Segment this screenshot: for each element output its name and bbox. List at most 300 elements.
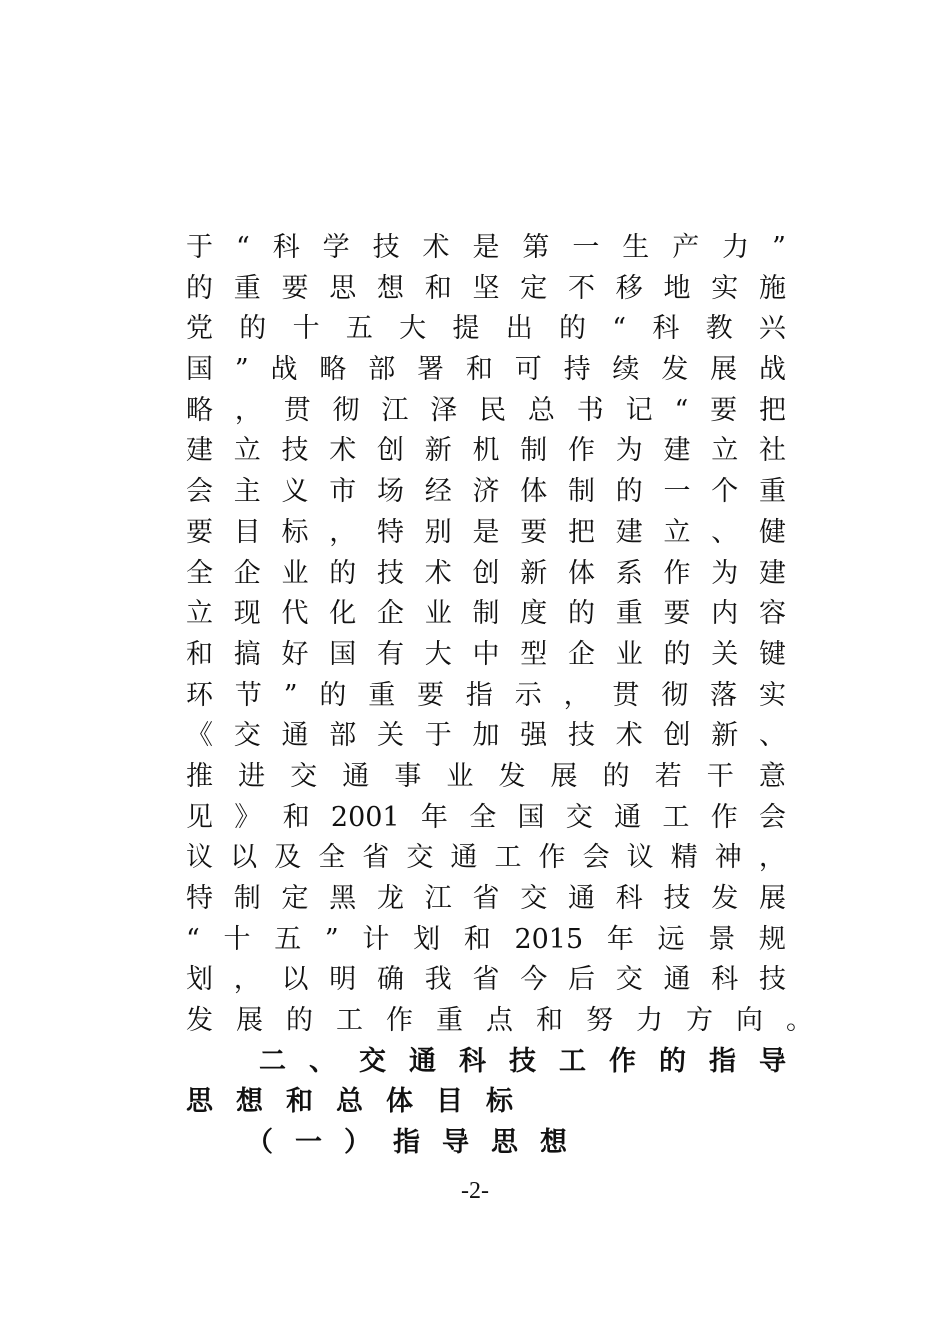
text-char: 》 bbox=[234, 801, 262, 833]
body-line bbox=[186, 594, 786, 635]
text-char: 重 bbox=[759, 476, 786, 508]
text-char: 加 bbox=[472, 720, 500, 752]
text-char: 现 bbox=[233, 598, 261, 630]
text-char: 个 bbox=[711, 476, 739, 508]
text-char: ” bbox=[772, 232, 786, 263]
text-char: 划 bbox=[186, 964, 213, 996]
text-char: 会 bbox=[186, 476, 213, 508]
text-char: 和 bbox=[282, 801, 310, 833]
text-char: 业 bbox=[424, 598, 452, 630]
text-char: 术 bbox=[424, 557, 452, 589]
text-char: 的 bbox=[239, 313, 267, 345]
text-char: 和 bbox=[536, 1005, 563, 1037]
text-char: 产 bbox=[672, 232, 700, 263]
text-char: 经 bbox=[424, 476, 452, 508]
text-char: 大 bbox=[424, 638, 452, 670]
text-char: 科 bbox=[459, 1045, 486, 1077]
text-char: 坚 bbox=[472, 272, 500, 304]
text-char: 出 bbox=[505, 313, 533, 345]
text-char: 别 bbox=[424, 516, 452, 548]
text-char: 和 bbox=[463, 923, 491, 955]
text-char: 生 bbox=[622, 232, 650, 263]
text-char: 和 bbox=[286, 1086, 313, 1118]
text-char: 立 bbox=[233, 435, 261, 467]
text-char: 战 bbox=[270, 354, 298, 386]
text-char: ” bbox=[234, 354, 249, 386]
text-char: 作 bbox=[538, 842, 566, 874]
body-line bbox=[186, 960, 786, 1001]
text-char: 型 bbox=[520, 638, 548, 670]
text-char: 彻 bbox=[661, 679, 689, 711]
text-char: 党 bbox=[186, 313, 213, 345]
text-char: 规 bbox=[758, 923, 786, 955]
text-char: 是 bbox=[472, 232, 500, 263]
text-char: 通 bbox=[663, 964, 691, 996]
text-char: 度 bbox=[520, 598, 548, 630]
text-char: 标 bbox=[486, 1086, 513, 1118]
text-char: 作 bbox=[710, 801, 738, 833]
text-char: 一 bbox=[295, 1127, 322, 1159]
text-char: 落 bbox=[710, 679, 738, 711]
text-char: 制 bbox=[233, 883, 261, 914]
text-char: 交 bbox=[565, 801, 593, 833]
text-char: 全 bbox=[318, 842, 346, 874]
text-char: 目 bbox=[233, 516, 261, 548]
text-char: 环 bbox=[186, 679, 213, 711]
text-char: 国 bbox=[186, 354, 213, 386]
text-char: ” bbox=[324, 923, 339, 955]
text-char: 展 bbox=[759, 883, 786, 914]
text-char: 业 bbox=[281, 557, 309, 589]
text-char: 若 bbox=[654, 760, 682, 792]
text-char: 略 bbox=[319, 354, 347, 386]
text-char: 思 bbox=[329, 272, 357, 304]
text-char: 计 bbox=[362, 923, 390, 955]
text-char: 部 bbox=[329, 720, 357, 752]
text-char: 续 bbox=[612, 354, 640, 386]
text-char: 实 bbox=[758, 679, 786, 711]
text-char: 实 bbox=[711, 272, 739, 304]
body-line bbox=[186, 635, 786, 676]
text-char: 示 bbox=[514, 679, 542, 711]
text-char: 的 bbox=[615, 476, 643, 508]
text-char: 把 bbox=[758, 394, 786, 426]
text-char: 把 bbox=[568, 516, 595, 548]
text-char: 会 bbox=[758, 801, 786, 833]
body-line bbox=[186, 350, 786, 391]
text-char: 我 bbox=[424, 964, 452, 996]
text-char: 关 bbox=[711, 638, 739, 670]
text-char: 2001 bbox=[330, 801, 400, 833]
text-char: 搞 bbox=[233, 638, 261, 670]
text-char: 力 bbox=[722, 232, 750, 263]
text-char: 体 bbox=[568, 557, 595, 589]
text-char: 新 bbox=[424, 435, 452, 467]
text-char: 展 bbox=[550, 760, 578, 792]
body-line bbox=[186, 879, 786, 920]
text-char: 定 bbox=[281, 883, 309, 914]
text-char: 明 bbox=[329, 964, 357, 996]
body-line bbox=[186, 757, 786, 798]
text-char: 是 bbox=[472, 516, 500, 548]
text-char: “ bbox=[674, 394, 689, 426]
text-char: 发 bbox=[711, 883, 739, 914]
text-char: 展 bbox=[236, 1005, 263, 1037]
text-char: 十 bbox=[223, 923, 251, 955]
text-char: 年 bbox=[606, 923, 634, 955]
text-char: 划 bbox=[413, 923, 441, 955]
text-char: 化 bbox=[329, 598, 357, 630]
text-char: 向 bbox=[736, 1005, 763, 1037]
text-char: 创 bbox=[663, 720, 691, 752]
body-line bbox=[186, 228, 786, 269]
text-char: 制 bbox=[568, 476, 595, 508]
text-char: 部 bbox=[368, 354, 396, 386]
text-char: 景 bbox=[708, 923, 736, 955]
text-char: 推 bbox=[186, 760, 213, 792]
text-char: 作 bbox=[568, 435, 595, 467]
text-char: 标 bbox=[281, 516, 309, 548]
text-char: 想 bbox=[236, 1086, 263, 1118]
text-char: 略 bbox=[186, 394, 213, 426]
text-char: 工 bbox=[336, 1005, 363, 1037]
text-char: 思 bbox=[186, 1086, 213, 1118]
text-char: 五 bbox=[345, 313, 373, 345]
text-char: 地 bbox=[663, 272, 691, 304]
text-char: 制 bbox=[472, 598, 500, 630]
text-char: 术 bbox=[329, 435, 357, 467]
text-char: 术 bbox=[422, 232, 450, 263]
text-char: 会 bbox=[582, 842, 610, 874]
text-char: 一 bbox=[663, 476, 691, 508]
body-line bbox=[186, 838, 786, 879]
body-line bbox=[186, 676, 786, 717]
text-char: 五 bbox=[274, 923, 302, 955]
text-char: 新 bbox=[711, 720, 739, 752]
text-char: 及 bbox=[274, 842, 302, 874]
text-char: 通 bbox=[450, 842, 478, 874]
text-char: 发 bbox=[186, 1005, 213, 1037]
text-char: 为 bbox=[615, 435, 643, 467]
text-char: 科 bbox=[652, 313, 680, 345]
text-char: （ bbox=[246, 1127, 273, 1159]
text-char: 2015 bbox=[514, 923, 584, 955]
text-char: 场 bbox=[377, 476, 404, 508]
text-char: 国 bbox=[329, 638, 357, 670]
text-char: 作 bbox=[609, 1045, 636, 1077]
text-char: 和 bbox=[465, 354, 493, 386]
text-char: 省 bbox=[362, 842, 390, 874]
text-char: 交 bbox=[615, 964, 643, 996]
text-char: “ bbox=[612, 313, 627, 345]
text-char: 指 bbox=[709, 1045, 736, 1077]
body-line bbox=[186, 920, 786, 961]
text-char: 和 bbox=[186, 638, 213, 670]
text-char: ） bbox=[344, 1127, 371, 1159]
text-char: 定 bbox=[520, 272, 548, 304]
subsection-heading bbox=[186, 1123, 786, 1164]
text-char: 通 bbox=[342, 760, 370, 792]
text-char: 科 bbox=[272, 232, 300, 263]
text-char: 力 bbox=[636, 1005, 663, 1037]
text-char: 的 bbox=[186, 272, 213, 304]
text-char: 特 bbox=[186, 883, 213, 914]
text-char: 干 bbox=[706, 760, 734, 792]
text-char: 、 bbox=[759, 720, 786, 752]
section-heading-line-1 bbox=[186, 1042, 786, 1083]
text-char: 技 bbox=[372, 232, 400, 263]
text-char: 持 bbox=[563, 354, 591, 386]
text-char: 好 bbox=[281, 638, 309, 670]
text-char: 建 bbox=[759, 557, 786, 589]
text-char: 的 bbox=[568, 598, 595, 630]
text-char: 想 bbox=[377, 272, 404, 304]
text-char: 方 bbox=[686, 1005, 713, 1037]
text-char: 发 bbox=[661, 354, 689, 386]
text-char: 泽 bbox=[430, 394, 458, 426]
text-char: 书 bbox=[576, 394, 604, 426]
text-char: 年 bbox=[420, 801, 448, 833]
text-char: 发 bbox=[498, 760, 526, 792]
text-char: 的 bbox=[319, 679, 347, 711]
text-char: 黑 bbox=[329, 883, 357, 914]
text-char: 《 bbox=[186, 720, 213, 752]
text-char: 议 bbox=[626, 842, 654, 874]
text-char: 导 bbox=[759, 1045, 786, 1077]
text-char: 国 bbox=[517, 801, 545, 833]
text-char: 容 bbox=[759, 598, 786, 630]
text-char: 要 bbox=[417, 679, 445, 711]
text-char: 重 bbox=[368, 679, 396, 711]
text-char: 交 bbox=[406, 842, 434, 874]
text-char: 科 bbox=[615, 883, 643, 914]
text-char: 贯 bbox=[283, 394, 311, 426]
text-char: 业 bbox=[615, 638, 643, 670]
text-char: 交 bbox=[233, 720, 261, 752]
text-char: 特 bbox=[377, 516, 404, 548]
text-char: 想 bbox=[540, 1127, 567, 1159]
text-char: 以 bbox=[281, 964, 309, 996]
text-char: 署 bbox=[417, 354, 445, 386]
text-char: 有 bbox=[377, 638, 404, 670]
text-char: 事 bbox=[394, 760, 422, 792]
text-char: 通 bbox=[614, 801, 642, 833]
text-char: 见 bbox=[186, 801, 213, 833]
text-char: 远 bbox=[657, 923, 685, 955]
text-char: 贯 bbox=[612, 679, 640, 711]
text-char: ， bbox=[234, 394, 262, 426]
text-char: 记 bbox=[625, 394, 653, 426]
text-char: 的 bbox=[602, 760, 630, 792]
text-char: 指 bbox=[393, 1127, 420, 1159]
body-line bbox=[186, 472, 786, 513]
body-line bbox=[186, 513, 786, 554]
text-char: 于 bbox=[186, 232, 213, 263]
text-char: 要 bbox=[663, 598, 691, 630]
text-char: 目 bbox=[436, 1086, 463, 1118]
text-char: 中 bbox=[472, 638, 500, 670]
text-char: 技 bbox=[509, 1045, 536, 1077]
text-char: 确 bbox=[377, 964, 404, 996]
text-char: ， bbox=[329, 516, 357, 548]
body-line bbox=[186, 431, 786, 472]
page-number: -2- bbox=[461, 1178, 489, 1204]
text-char: ， bbox=[233, 964, 261, 996]
text-char: 术 bbox=[615, 720, 643, 752]
text-char: 济 bbox=[472, 476, 500, 508]
text-char: 一 bbox=[572, 232, 600, 263]
text-char: 的 bbox=[663, 638, 691, 670]
text-char: 代 bbox=[281, 598, 309, 630]
text-char: 施 bbox=[759, 272, 786, 304]
text-char: 作 bbox=[386, 1005, 413, 1037]
text-char: 新 bbox=[520, 557, 548, 589]
text-char: 和 bbox=[424, 272, 452, 304]
text-char: 精 bbox=[670, 842, 698, 874]
text-char: 思 bbox=[491, 1127, 518, 1159]
text-char: 关 bbox=[377, 720, 404, 752]
text-char: 战 bbox=[758, 354, 786, 386]
body-line bbox=[186, 391, 786, 432]
text-char: 主 bbox=[233, 476, 261, 508]
text-char: 体 bbox=[386, 1086, 413, 1118]
text-char: 今 bbox=[520, 964, 548, 996]
text-char: 通 bbox=[568, 883, 595, 914]
text-char: 重 bbox=[615, 598, 643, 630]
text-char: “ bbox=[235, 232, 250, 263]
text-char: 指 bbox=[465, 679, 493, 711]
text-char: 、 bbox=[711, 516, 739, 548]
text-char: 体 bbox=[520, 476, 548, 508]
text-char: 交 bbox=[520, 883, 548, 914]
body-line bbox=[186, 1001, 813, 1042]
text-char: 立 bbox=[186, 598, 213, 630]
text-char: 企 bbox=[568, 638, 595, 670]
text-char: 科 bbox=[711, 964, 739, 996]
text-char: 兴 bbox=[758, 313, 786, 345]
text-char: 提 bbox=[452, 313, 480, 345]
text-char: 龙 bbox=[377, 883, 404, 914]
text-char: 努 bbox=[586, 1005, 613, 1037]
text-char: 建 bbox=[615, 516, 643, 548]
text-char: 二 bbox=[259, 1045, 286, 1077]
text-char: 为 bbox=[711, 557, 739, 589]
text-char: 要 bbox=[520, 516, 548, 548]
text-char: 内 bbox=[711, 598, 739, 630]
text-char: 技 bbox=[377, 557, 404, 589]
text-char: 企 bbox=[377, 598, 404, 630]
text-char: 彻 bbox=[332, 394, 360, 426]
text-char: 移 bbox=[615, 272, 643, 304]
text-char: 节 bbox=[234, 679, 262, 711]
text-char: 江 bbox=[424, 883, 452, 914]
text-char: 制 bbox=[520, 435, 548, 467]
text-char: 总 bbox=[527, 394, 555, 426]
text-char: 十 bbox=[292, 313, 320, 345]
text-char: 健 bbox=[759, 516, 786, 548]
text-char: 的 bbox=[286, 1005, 313, 1037]
text-char: 创 bbox=[377, 435, 404, 467]
text-char: 社 bbox=[759, 435, 786, 467]
text-char: 、 bbox=[309, 1045, 336, 1077]
text-char: 业 bbox=[446, 760, 474, 792]
text-char: 以 bbox=[230, 842, 258, 874]
text-char: 交 bbox=[359, 1045, 386, 1077]
text-char: 要 bbox=[186, 516, 213, 548]
text-char: 建 bbox=[186, 435, 213, 467]
body-line bbox=[186, 798, 786, 839]
text-char: ， bbox=[563, 679, 591, 711]
text-char: 强 bbox=[520, 720, 548, 752]
text-char: 要 bbox=[281, 272, 309, 304]
text-char: 通 bbox=[281, 720, 309, 752]
text-char: 总 bbox=[336, 1086, 363, 1118]
text-char: 神 bbox=[714, 842, 742, 874]
text-char: 点 bbox=[486, 1005, 513, 1037]
text-char: 技 bbox=[281, 435, 309, 467]
text-char: ， bbox=[758, 842, 786, 874]
text-char: 学 bbox=[322, 232, 350, 263]
text-char: 工 bbox=[494, 842, 522, 874]
text-char: 第 bbox=[522, 232, 550, 263]
section-heading-line-2 bbox=[186, 1082, 786, 1123]
body-line bbox=[186, 269, 786, 310]
text-char: 要 bbox=[710, 394, 738, 426]
text-char: 民 bbox=[479, 394, 507, 426]
text-char: 全 bbox=[186, 557, 213, 589]
text-char: 立 bbox=[663, 516, 691, 548]
text-char: 作 bbox=[663, 557, 691, 589]
text-char: 技 bbox=[568, 720, 595, 752]
body-text bbox=[186, 228, 813, 1164]
text-char: 键 bbox=[759, 638, 786, 670]
text-char: 工 bbox=[559, 1045, 586, 1077]
text-char: 创 bbox=[472, 557, 500, 589]
text-char: 交 bbox=[290, 760, 318, 792]
text-char: 全 bbox=[469, 801, 497, 833]
text-char: 省 bbox=[472, 883, 500, 914]
text-char: 展 bbox=[710, 354, 738, 386]
text-char: 的 bbox=[329, 557, 357, 589]
text-char: 省 bbox=[472, 964, 500, 996]
text-char: 的 bbox=[659, 1045, 686, 1077]
text-char: 的 bbox=[558, 313, 586, 345]
text-char: 机 bbox=[472, 435, 500, 467]
text-char: 于 bbox=[424, 720, 452, 752]
text-char: 系 bbox=[615, 557, 643, 589]
text-char: 工 bbox=[662, 801, 690, 833]
text-char: 通 bbox=[409, 1045, 436, 1077]
text-char: 建 bbox=[663, 435, 691, 467]
text-char: 可 bbox=[514, 354, 542, 386]
text-char: 。 bbox=[786, 1005, 813, 1037]
body-line bbox=[186, 554, 786, 595]
text-char: 不 bbox=[568, 272, 595, 304]
text-char: ” bbox=[283, 679, 298, 711]
text-char: 教 bbox=[705, 313, 733, 345]
body-line bbox=[186, 309, 786, 350]
text-char: 义 bbox=[281, 476, 309, 508]
text-char: 导 bbox=[442, 1127, 469, 1159]
body-line bbox=[186, 716, 786, 757]
text-char: 江 bbox=[381, 394, 409, 426]
text-char: 后 bbox=[568, 964, 595, 996]
text-char: 市 bbox=[329, 476, 357, 508]
text-char: 议 bbox=[186, 842, 213, 874]
text-char: 技 bbox=[663, 883, 691, 914]
text-char: 技 bbox=[759, 964, 786, 996]
text-char: 重 bbox=[233, 272, 261, 304]
